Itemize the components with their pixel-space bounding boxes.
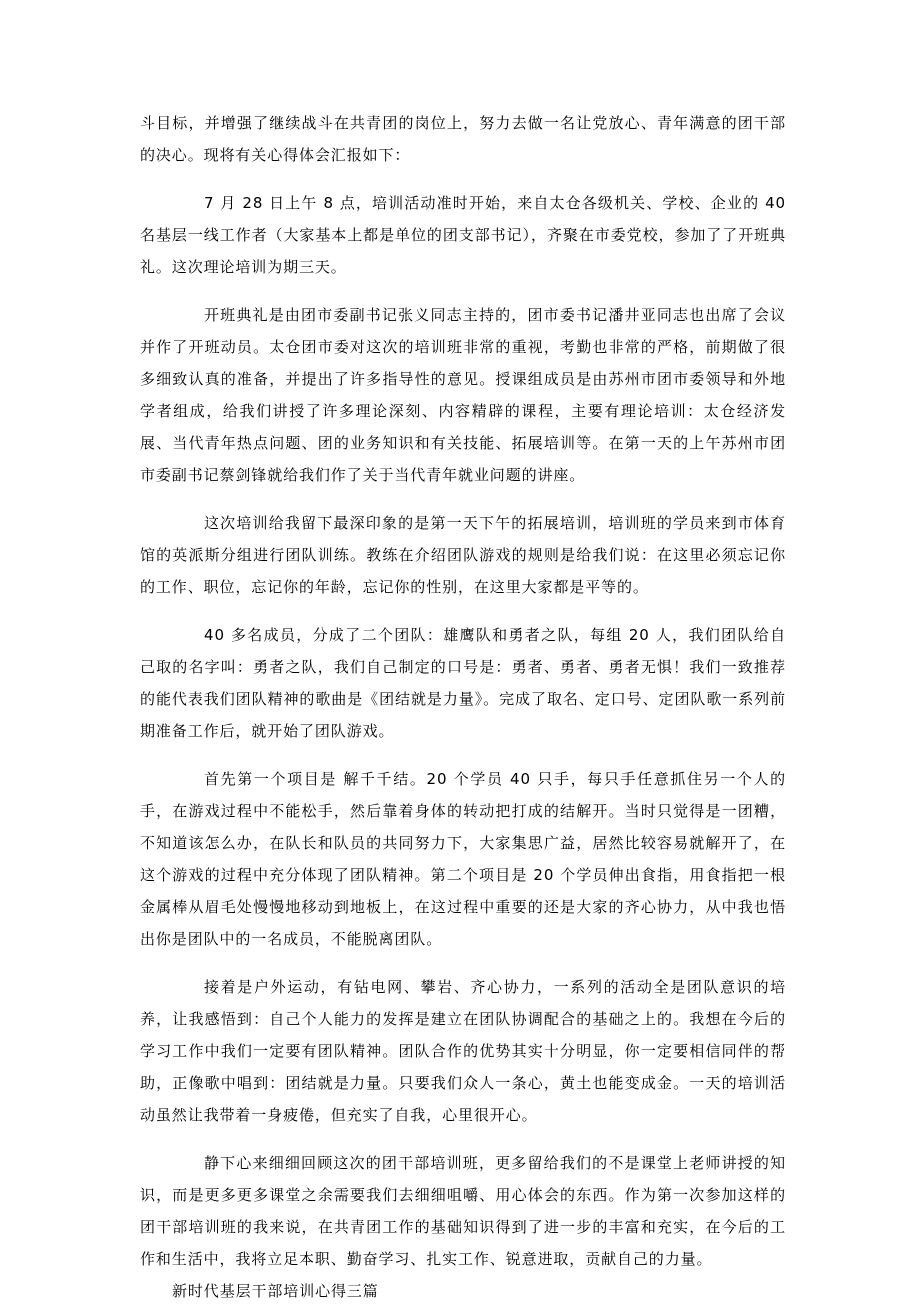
paragraph-training-start: 7 月 28 日上午 8 点，培训活动准时开始，来自太仓各级机关、学校、企业的 40 名基层一线工作者（大家基本上都是单位的团支部书记），齐聚在市委党校，参加了了开班典礼。这次理论培训为期三天。	[140, 194, 786, 276]
paragraph-first-project: 首先第一个项目是 解千千结。20 个学员 40 只手，每只手任意抓住另一个人的手，在游戏过程中不能松手，然后靠着身体的转动把打成的结解开。当时只觉得是一团糟，不知道该怎么办，在队长和队员的共同努力下，大家集思广益，居然比较容易就解开了，在这个游戏的过程中充分体现了团队精神。第二个项目是 20 个学员伸出食指，用食指把一根金属棒从眉毛处慢慢地移动到地板上，在这过程中重要的还是大家的齐心协力，从中我也悟出你是团队中的一名成员，不能脱离团队。	[140, 770, 786, 948]
paragraph-outdoor-training: 这次培训给我留下最深印象的是第一天下午的拓展培训，培训班的学员来到市体育馆的英派斯分组进行团队训练。教练在介绍团队游戏的规则是给我们说：在这里必须忘记你的工作、职位，忘记你的年龄，忘记你的性别，在这里大家都是平等的。	[140, 514, 786, 596]
paragraph-team-division: 40 多名成员，分成了二个团队：雄鹰队和勇者之队，每组 20 人，我们团队给自己取的名字叫：勇者之队，我们自己制定的口号是：勇者、勇者、勇者无惧！我们一致推荐的能代表我们团队精神的歌曲是《团结就是力量》。完成了取名、定口号、定团队歌一系列前期准备工作后，就开始了团队游戏。	[140, 626, 786, 740]
paragraph-continuation: 斗目标，并增强了继续战斗在共青团的岗位上，努力去做一名让党放心、青年满意的团干部的决心。现将有关心得体会汇报如下：	[140, 114, 786, 164]
document-page	[140, 107, 786, 1307]
footer-title: 新时代基层干部培训心得三篇	[172, 1282, 379, 1300]
paragraph-reflection: 静下心来细细回顾这次的团干部培训班，更多留给我们的不是课堂上老师讲授的知识，而是更多更多课堂之余需要我们去细细咀嚼、用心体会的东西。作为第一次参加这样的团干部培训班的我来说，在共青团工作的基础知识得到了进一步的丰富和充实，在今后的工作和生活中，我将立足本职、勤奋学习、扎实工作、锐意进取，贡献自己的力量。	[140, 1154, 786, 1268]
paragraph-opening-ceremony: 开班典礼是由团市委副书记张义同志主持的，团市委书记潘井亚同志也出席了会议并作了开班动员。太仓团市委对这次的培训班非常的重视，考勤也非常的严格，前期做了很多细致认真的准备，并提出了许多指导性的意见。授课组成员是由苏州市团市委领导和外地学者组成，给我们讲授了许多理论深刻、内容精辟的课程，主要有理论培训：太仓经济发展、当代青年热点问题、团的业务知识和有关技能、拓展培训等。在第一天的上午苏州市团市委副书记蔡剑锋就给我们作了关于当代青年就业问题的讲座。	[140, 306, 786, 484]
paragraph-outdoor-sports: 接着是户外运动，有钻电网、攀岩、齐心协力，一系列的活动全是团队意识的培养，让我感悟到：自己个人能力的发挥是建立在团队协调配合的基础之上的。我想在今后的学习工作中我们一定要有团队精神。团队合作的优势其实十分明显，你一定要相信同伴的帮助，正像歌中唱到：团结就是力量。只要我们众人一条心，黄土也能变成金。一天的培训活动虽然让我带着一身疲倦，但充实了自我，心里很开心。	[140, 978, 786, 1124]
